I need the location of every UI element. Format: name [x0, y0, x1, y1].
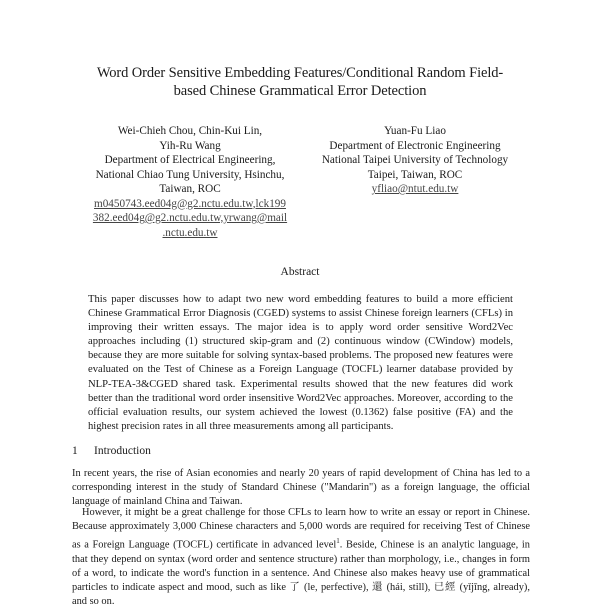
author-university: National Taipei University of Technology — [321, 154, 509, 166]
author-department: Department of Electrical Engineering, — [104, 154, 276, 166]
abstract-body: This paper discusses how to adapt two new word embedding features to build a more efficient Chinese Grammatical Error Diagnosis (CGED) systems to assist Chinese foreign learners (CFLs) in improving their written essays. The major idea is to apply word order sensitive Word2Vec approaches including (1) structured skip-gram and (2) continuous window (CWindow) models, because they are more suitable for solving syntax-based problems. The proposed new features were evaluated on the Test of Chinese as a Foreign Language (TOCFL) learner database provided by NLP-TEA-3&CGED shared task. Experimental results showed that the new features did work better than the traditional word order insensitive Word2Vec approaches. Moreover, according to the official evaluation results, our system achieved the lowest (0.1362) false positive (FA) and the highest precision rates in all three measurements among all participants. — [88, 294, 513, 432]
author-names-line-2: Yih-Ru Wang — [159, 139, 221, 152]
author-names-line-1: Wei-Chieh Chou, Chin-Kui Lin, — [117, 125, 263, 137]
author-country: Taipei, Taiwan, ROC — [367, 168, 463, 181]
author-name: Yuan-Fu Liao — [384, 125, 446, 137]
paper-title — [60, 64, 540, 100]
intro-paragraph-2-part-a: However, it might be a great challenge for those CFLs to learn how to write an essay or report in Chinese. Because approximately 3,000 Chinese characters and 5,000 words are required for receiving Test of Chinese as a Foreign Language (TOCFL) certificate in advanced level — [72, 507, 530, 551]
author-department: Department of Electronic Engineering — [329, 139, 501, 152]
title-line-2: based Chinese Grammatical Error Detection — [173, 83, 427, 99]
author-university: National Chiao Tung University, Hsinchu, — [95, 168, 285, 181]
intro-paragraph-2-part-b: . Beside, Chinese is an analytic language, in that they depend on syntax (word order and sentence structure) rather than morphology, i.e., changes in form of a word, to indicate the word's function in a sentence. And Chinese also makes heavy use of grammatical particles to indicate aspect and mood, such as like 了 (le, perfective), 還 (hái, still), 已經 (yǐjīng, already), and so on. — [72, 539, 530, 608]
author-email-line-2[interactable]: 382.eed04g@g2.nctu.edu.tw,yrwang@mail — [92, 212, 288, 224]
intro-paragraph-1: In recent years, the rise of Asian economies and nearly 20 years of rapid development of China has led to a corresponding interest in the study of Standard Chinese ("Mandarin") as a foreign language, the official language of mainland China and Taiwan. — [72, 468, 530, 508]
title-line-1: Word Order Sensitive Embedding Features/Conditional Random Field- — [96, 65, 504, 81]
intro-paragraph-2 — [72, 506, 530, 609]
section-heading — [72, 445, 151, 457]
author-email-line-3[interactable]: .nctu.edu.tw — [162, 226, 218, 239]
footnote-marker[interactable]: 1 — [336, 537, 340, 546]
author-block-left — [70, 124, 310, 240]
section-number: 1 — [72, 445, 78, 457]
author-country: Taiwan, ROC — [159, 183, 221, 195]
section-title: Introduction — [94, 445, 151, 457]
abstract-heading: Abstract — [280, 266, 320, 278]
author-email[interactable]: yfliao@ntut.edu.tw — [371, 183, 459, 195]
author-block-right — [305, 124, 525, 197]
author-email-line-1[interactable]: m0450743.eed04g@g2.nctu.edu.tw,lck199 — [94, 197, 286, 210]
